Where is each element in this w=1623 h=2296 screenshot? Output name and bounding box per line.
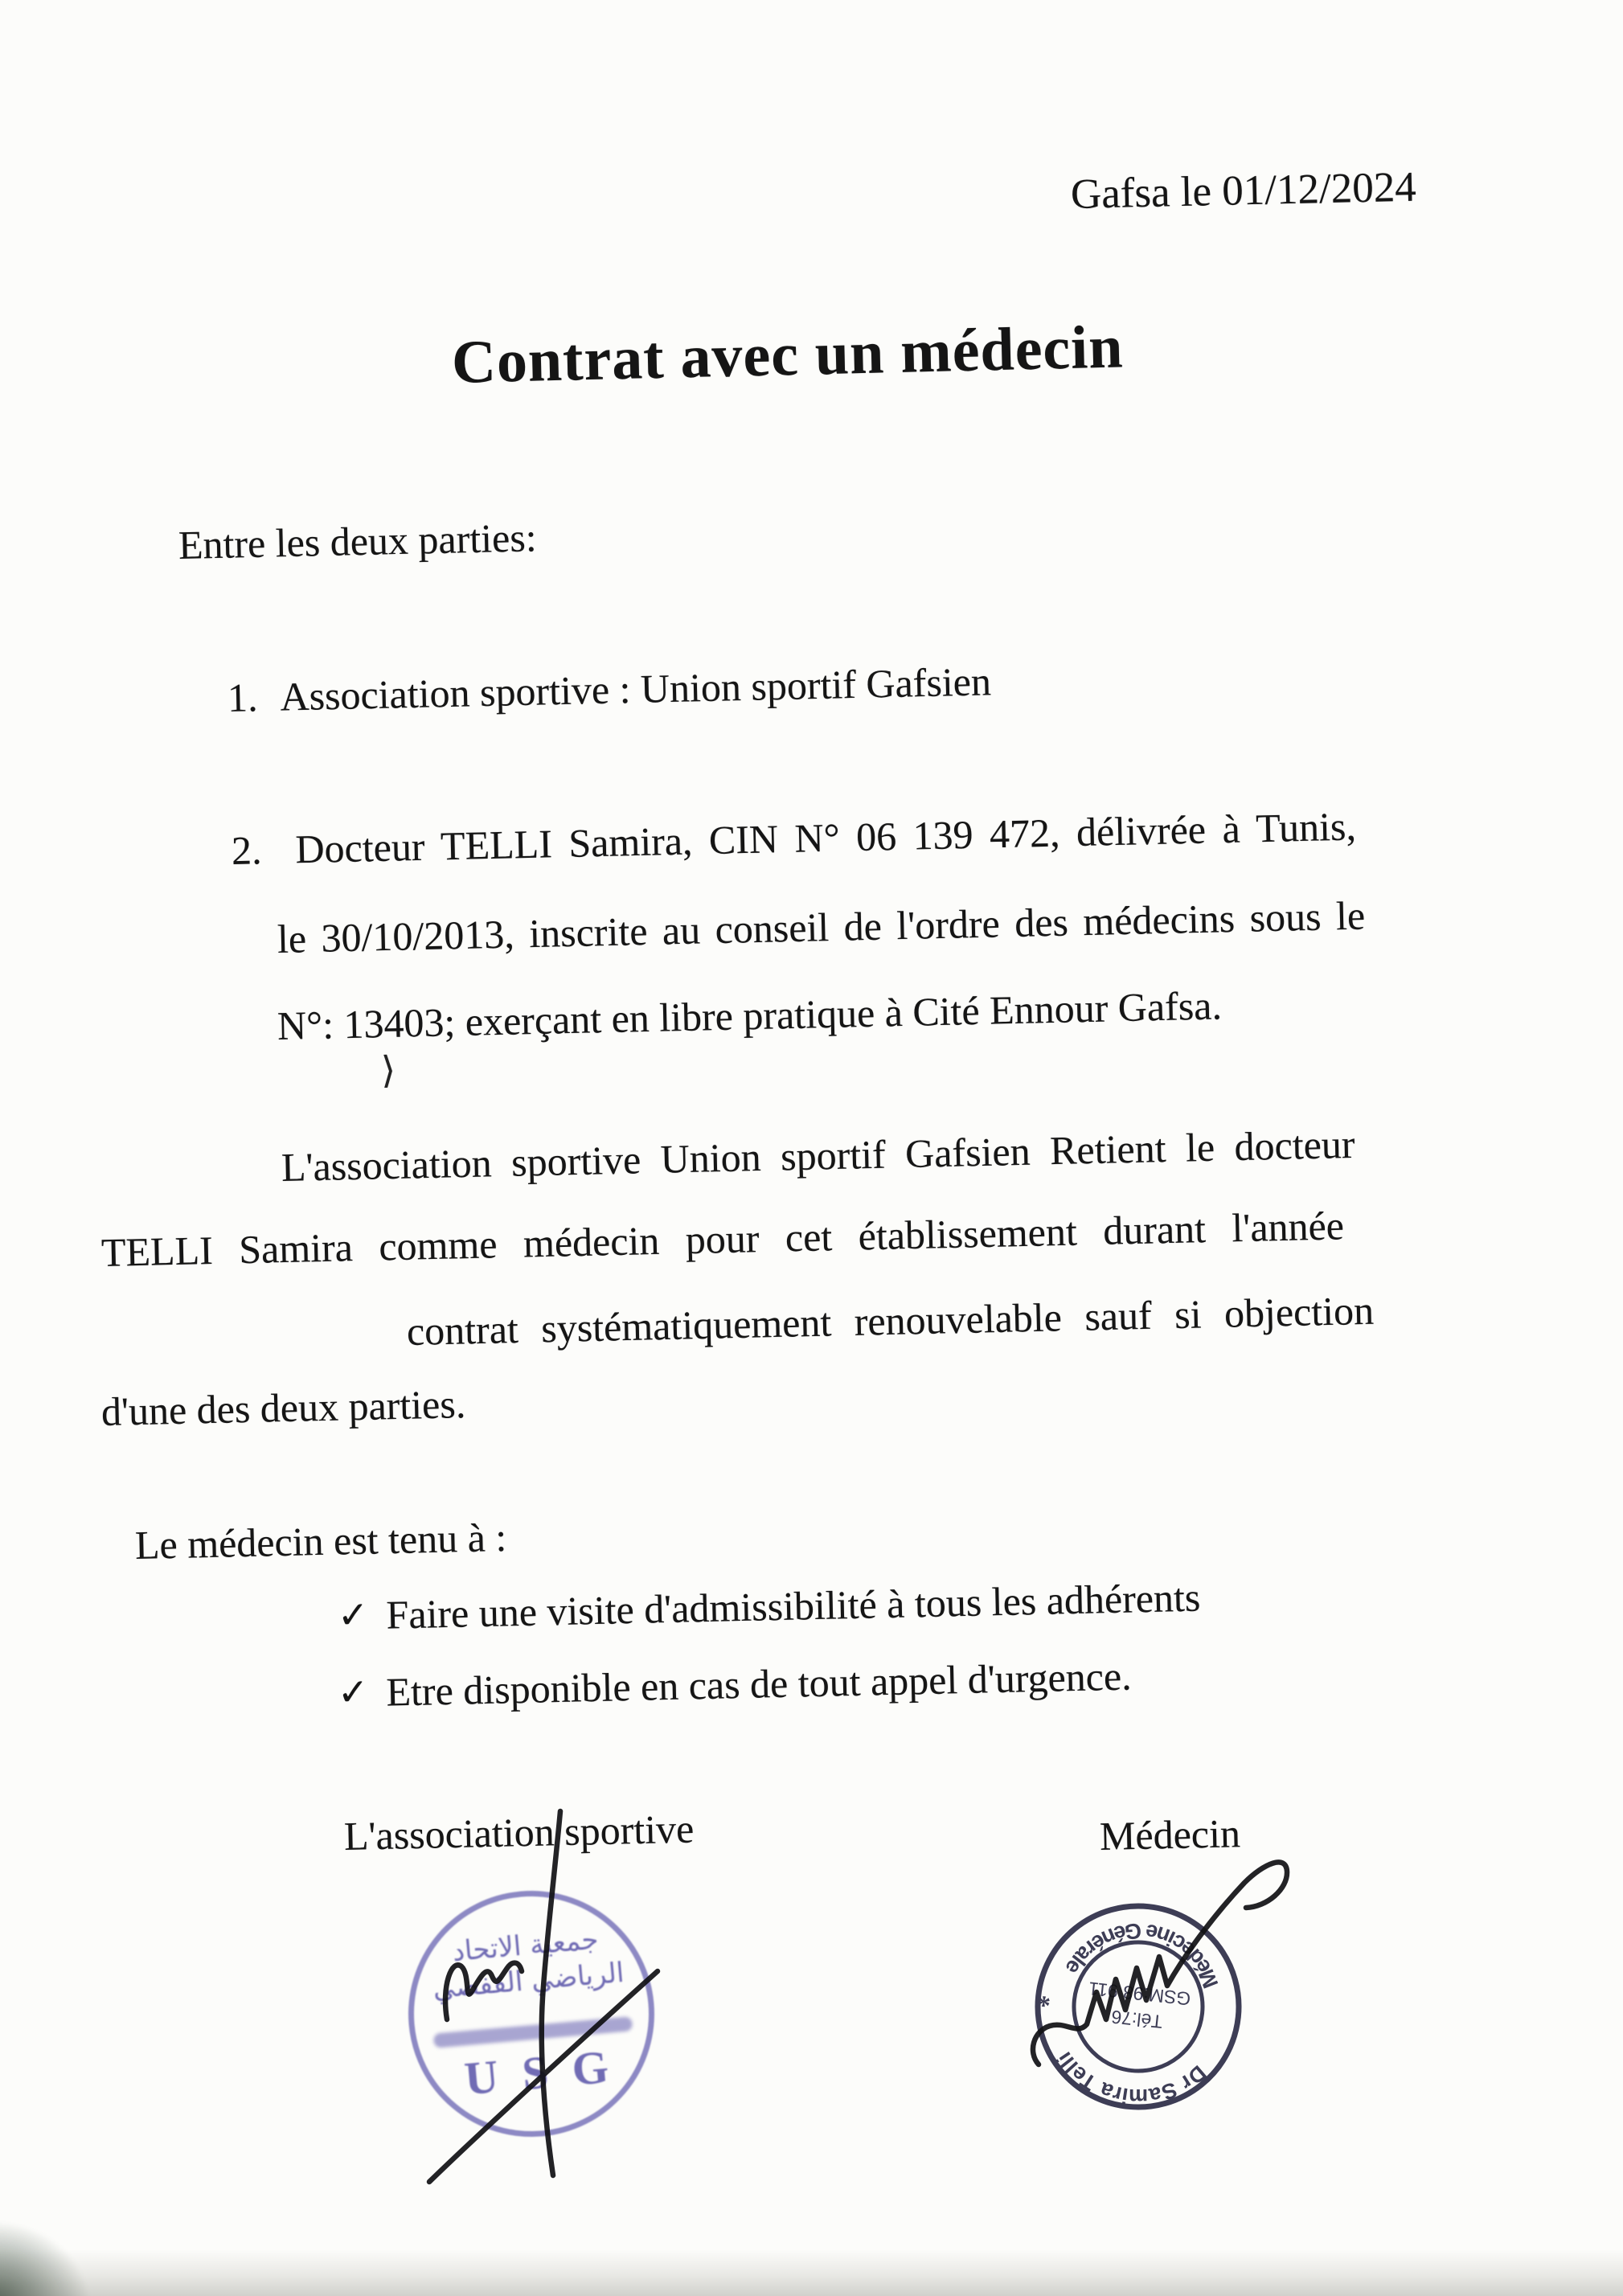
check-icon: ✓ xyxy=(337,1593,370,1637)
doctor-signature xyxy=(1033,1862,1287,2064)
intro-line: Entre les deux parties: xyxy=(178,515,538,568)
party-2-text-1: Docteur TELLI Samira, CIN N° 06 139 472, délivrée à Tunis, xyxy=(294,803,1357,872)
paragraph-line-1: L'association sportive Union sportif Gafsien Retient le docteur xyxy=(281,1121,1356,1190)
association-stamp-abbreviation: USG xyxy=(462,2038,635,2105)
doctor-stamp-ring-name: Dr Samira Telli xyxy=(1051,2048,1211,2109)
party-item-2-line-2: le 30/10/2013, inscrite au conseil de l'ordre des médecins sous le xyxy=(277,892,1366,961)
date-line: Gafsa le 01/12/2024 xyxy=(1070,163,1417,218)
association-signature xyxy=(429,1811,658,2182)
party-item-2-line-3: N°: 13403; exerçant en libre pratique à Cité Ennour Gafsa. xyxy=(277,982,1223,1048)
doctor-stamp-separator-icon: * xyxy=(1035,1981,1053,2013)
party-1-number: 1. xyxy=(227,674,259,720)
paragraph-line-3: contrat systématiquement renouvelable sauf si objection xyxy=(406,1287,1375,1354)
doctor-stamp-phone-line: Tél:76 xyxy=(1110,2006,1164,2033)
check-icon: ✓ xyxy=(337,1670,370,1714)
checklist-item-1-text: Faire une visite d'admissibilité à tous les adhérents xyxy=(385,1574,1201,1638)
obligations-heading: Le médecin est tenu à : xyxy=(134,1514,507,1568)
paragraph-line-2: TELLI Samira comme médecin pour cet établissement durant l'année xyxy=(100,1203,1345,1275)
signature-label-medecin: Médecin xyxy=(1099,1810,1241,1859)
checklist-item-2-text: Etre disponible en cas de tout appel d'urgence. xyxy=(385,1653,1133,1715)
association-stamp-arabic-line-1: جمعية الاتحاد xyxy=(451,1923,600,1969)
doctor-stamp-gsm-line: GSM:98 911 xyxy=(1087,1978,1192,2010)
party-2-number: 2. xyxy=(231,827,263,873)
paragraph-line-4: d'une des deux parties. xyxy=(100,1381,466,1434)
doctor-stamp-ring-specialty: Médecine Générale xyxy=(1060,1918,1223,1992)
page-title: Contrat avec un médecin xyxy=(450,313,1125,396)
association-stamp-arabic-line-2: الرياضي القفصي xyxy=(431,1956,625,2006)
scan-noise-bottom-edge xyxy=(0,2249,1623,2296)
signature-label-association: L'association sportive xyxy=(343,1806,695,1859)
party-1-text: Association sportive : Union sportif Gafsien xyxy=(279,658,992,720)
stray-pen-mark: ⟩ xyxy=(380,1049,396,1091)
